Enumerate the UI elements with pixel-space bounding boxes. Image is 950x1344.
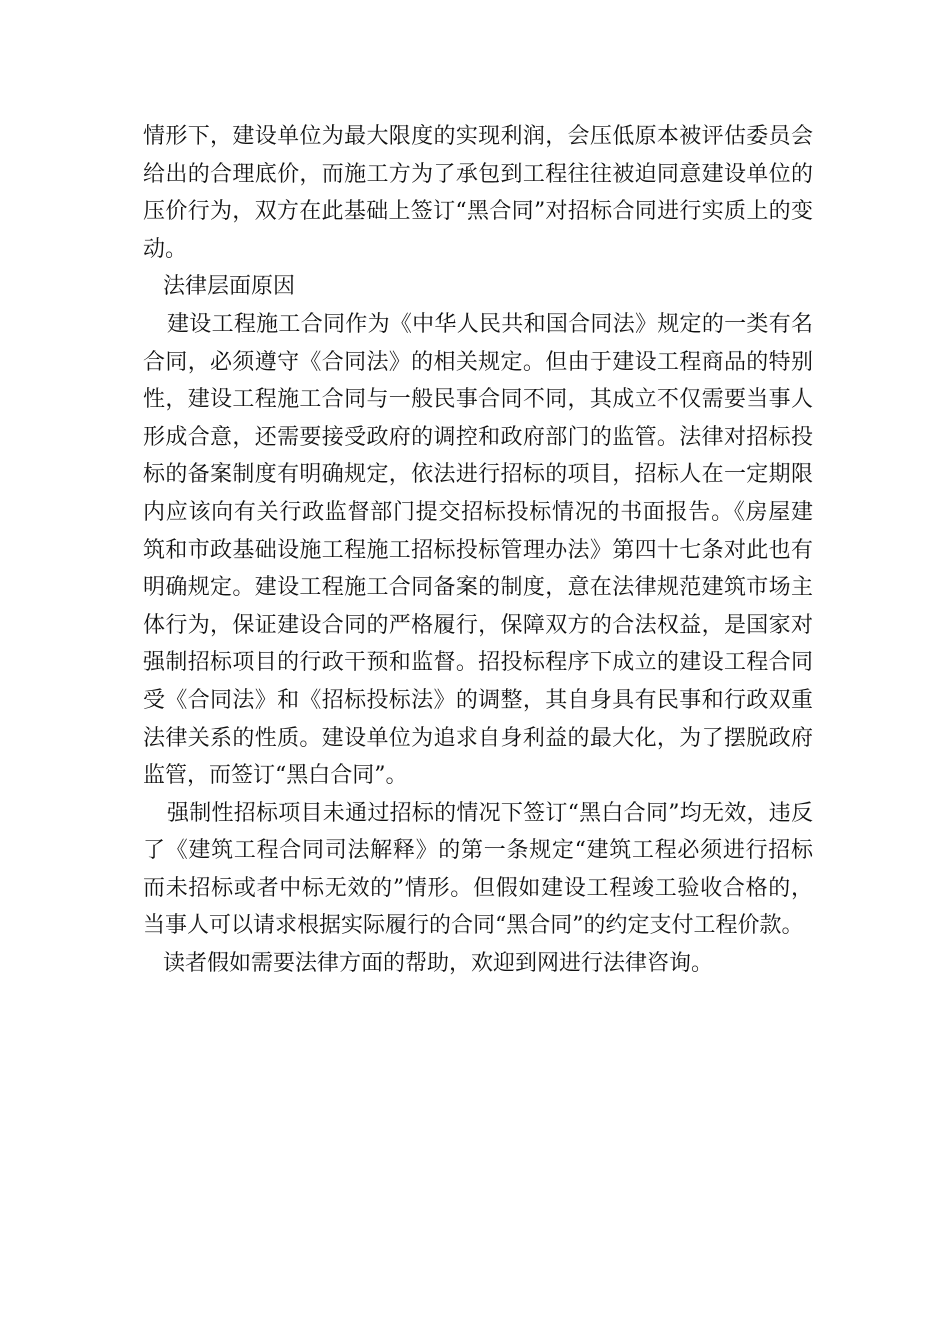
paragraph-legal-analysis: 建设工程施工合同作为《中华人民共和国合同法》规定的一类有名合同，必须遵守《合同法》的相关规定。但由于建设工程商品的特别性，建设工程施工合同与一般民事合同不同，其成立不仅需要当事人形成合意，还需要接受政府的调控和政府部门的监管。法律对招标投标的备案制度有明确规定，依法进行招标的项目，招标人在一定期限内应该向有关行政监督部门提交招标投标情况的书面报告。《房屋建筑和市政基础设施工程施工招标投标管理办法》第四十七条对此也有明确规定。建设工程施工合同备案的制度，意在法律规范建筑市场主体行为，保证建设合同的严格履行，保障双方的合法权益，是国家对强制招标项目的行政干预和监督。招投标程序下成立的建设工程合同受《合同法》和《招标投标法》的调整，其自身具有民事和行政双重法律关系的性质。建设单位为追求自身利益的最大化，为了摆脱政府监管，而签订“黑白合同”。	[143, 311, 813, 789]
section-heading-legal-reasons: 法律层面原因	[163, 274, 296, 300]
document-body	[143, 118, 813, 983]
paragraph-invalidity: 强制性招标项目未通过招标的情况下签订“黑白合同”均无效，违反了《建筑工程合同司法解释》的第一条规定“建筑工程必须进行招标而未招标或者中标无效的”情形。但假如建设工程竣工验收合格的，当事人可以请求根据实际履行的合同“黑合同”的约定支付工程价款。	[143, 800, 813, 939]
paragraph-reader-note: 读者假如需要法律方面的帮助，欢迎到网进行法律咨询。	[163, 951, 714, 977]
paragraph-continuation: 情形下，建设单位为最大限度的实现利润，会压低原本被评估委员会给出的合理底价，而施工方为了承包到工程往往被迫同意建设单位的压价行为，双方在此基础上签订“黑合同”对招标合同进行实质上的变动。	[143, 124, 813, 262]
